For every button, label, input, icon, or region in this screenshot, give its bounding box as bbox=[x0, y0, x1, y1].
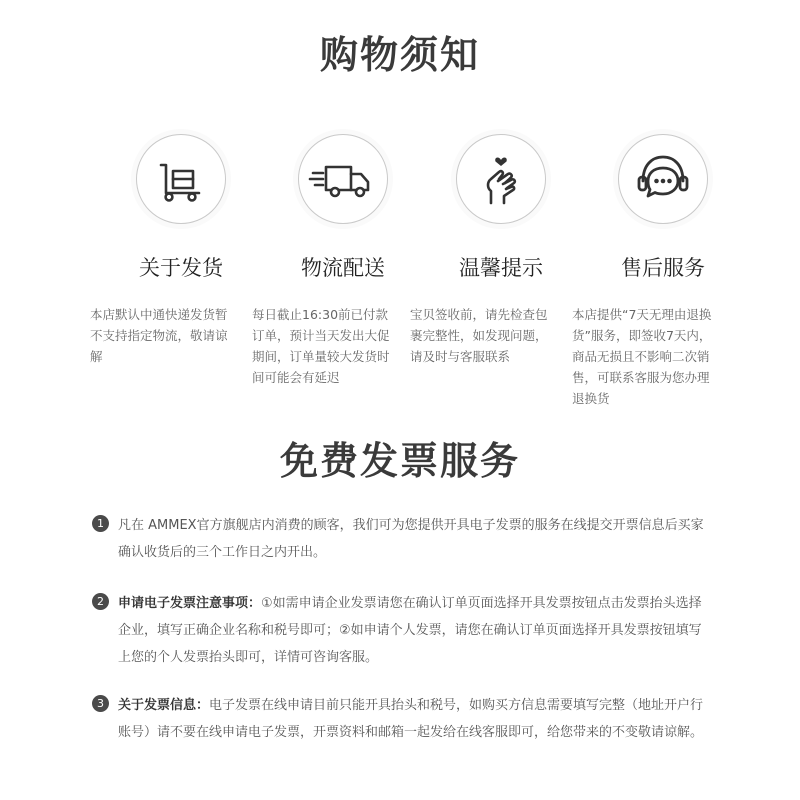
item-text bbox=[118, 590, 713, 671]
delivery-truck-icon bbox=[298, 134, 388, 224]
feature-title: 温馨提示 bbox=[459, 256, 543, 280]
feature-desc: 本店提供“7天无理由退换货”服务，即签收7天内，商品无损且不影响二次销售，可联系客服为您办理退换货 bbox=[572, 307, 712, 406]
feature-title: 物流配送 bbox=[301, 256, 385, 280]
item-text bbox=[118, 692, 713, 746]
feature-title: 售后服务 bbox=[621, 256, 705, 280]
hand-truck-icon bbox=[136, 134, 226, 224]
invoice-service-title: 免费发票服务 bbox=[279, 439, 520, 483]
shopping-notice-title: 购物须知 bbox=[319, 33, 480, 77]
item-body: 电子发票在线申请目前只能开具抬头和税号，如购买方信息需要填写完整（地址开户行账号）请不要在线申请电子发票，开票资料和邮箱一起发给在线客服即可，给您带来的不变敬请谅解。 bbox=[118, 698, 704, 740]
item-body: ①如需申请企业发票请您在确认订单页面选择开具发票按钮点击发票抬头选择企业，填写正确企业名称和税号即可；②如申请个人发票，请您在确认订单页面选择开具发票按钮填写上您的个人发票抬头即可，详情可咨询客服。 bbox=[118, 596, 702, 665]
item-label: 申请电子发票注意事项： bbox=[118, 596, 262, 611]
item-body: 凡在 AMMEX官方旗舰店内消费的顾客，我们可为您提供开具电子发票的服务在线提交开票信息后买家确认收货后的三个工作日之内开出。 bbox=[118, 518, 704, 560]
item-text bbox=[118, 512, 713, 566]
item-label: 关于发票信息： bbox=[118, 698, 210, 713]
item-number: 3 bbox=[92, 695, 109, 712]
headset-chat-icon bbox=[618, 134, 708, 224]
finger-heart-icon bbox=[456, 134, 546, 224]
feature-desc: 宝贝签收前，请先检查包裹完整性，如发现问题，请及时与客服联系 bbox=[410, 307, 548, 364]
feature-title: 关于发货 bbox=[139, 256, 223, 280]
item-number: 1 bbox=[92, 515, 109, 532]
feature-desc: 本店默认中通快递发货暂不支持指定物流，敬请谅解 bbox=[90, 307, 228, 364]
feature-row bbox=[0, 134, 800, 434]
item-number: 2 bbox=[92, 593, 109, 610]
feature-desc: 每日截止16:30前已付款订单，预计当天发出大促期间，订单量较大发货时间可能会有延迟 bbox=[252, 307, 390, 385]
